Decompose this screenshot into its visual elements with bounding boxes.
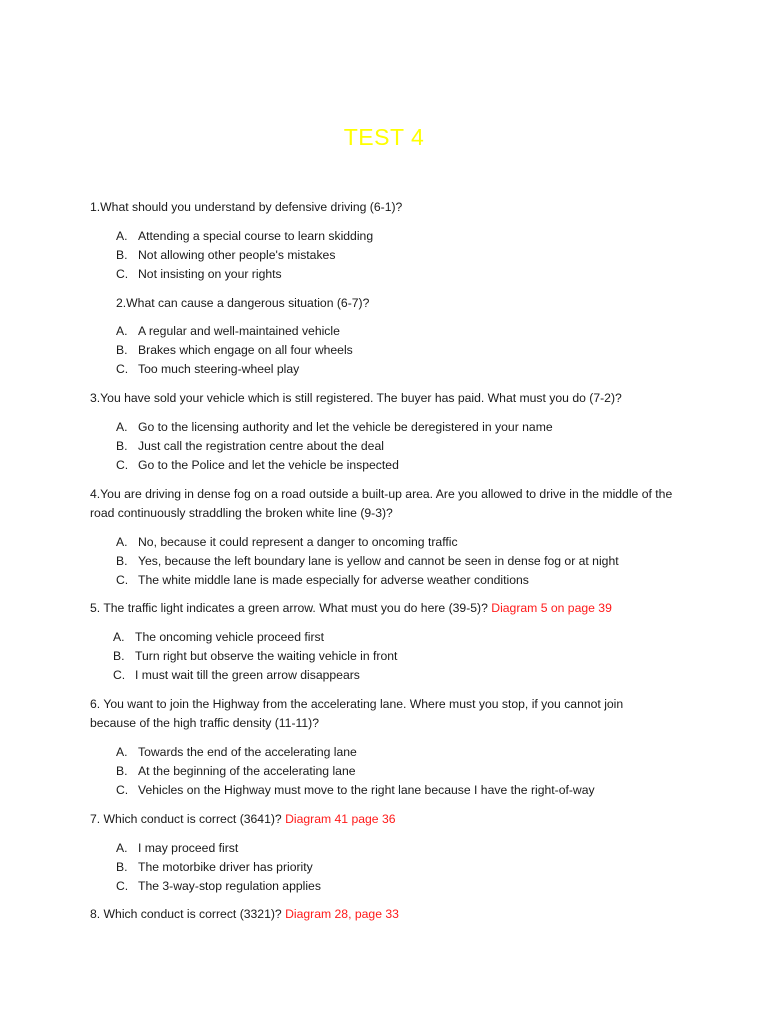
option-a: A. Go to the licensing authority and let the vehicle be deregistered in your name bbox=[116, 420, 553, 434]
option-b: B. Just call the registration centre about the deal bbox=[116, 439, 384, 453]
option-c: C. Not insisting on your rights bbox=[116, 267, 282, 281]
option-a: A. No, because it could represent a danger to oncoming traffic bbox=[116, 535, 458, 549]
option-c: C. Vehicles on the Highway must move to the right lane because I have the right-of-way bbox=[116, 783, 595, 797]
options-list-6 bbox=[116, 743, 696, 800]
option-c: C. The white middle lane is made especially for adverse weather conditions bbox=[116, 573, 529, 587]
option-a: A. Towards the end of the accelerating lane bbox=[116, 745, 357, 759]
option-b: B. Not allowing other people's mistakes bbox=[116, 248, 336, 262]
option-c: C. The 3-way-stop regulation applies bbox=[116, 879, 321, 893]
option-b: B. The motorbike driver has priority bbox=[116, 860, 313, 874]
diagram-reference: Diagram 28, page 33 bbox=[285, 907, 399, 921]
question-text: 5. The traffic light indicates a green arrow. What must you do here (39-5)? bbox=[90, 601, 492, 615]
question-text: 4.You are driving in dense fog on a road outside a built-up area. Are you allowed to drive in the middle of the road continuously straddling the broken white line (9-3)? bbox=[90, 487, 673, 520]
option-c: C. Go to the Police and let the vehicle be inspected bbox=[116, 458, 399, 472]
option-c: C. I must wait till the green arrow disappears bbox=[113, 668, 360, 682]
question-text: 2.What can cause a dangerous situation (6-7)? bbox=[116, 296, 370, 310]
option-a: A. I may proceed first bbox=[116, 841, 239, 855]
question-text: 3.You have sold your vehicle which is still registered. The buyer has paid. What must you do (7-2)? bbox=[90, 391, 622, 405]
option-b: B. Yes, because the left boundary lane is yellow and cannot be seen in dense fog or at night bbox=[116, 554, 619, 568]
option-a: A. A regular and well-maintained vehicle bbox=[116, 324, 340, 338]
question-4 bbox=[90, 485, 682, 523]
diagram-reference: Diagram 5 on page 39 bbox=[491, 601, 612, 615]
options-list-7 bbox=[116, 839, 696, 896]
question-text: 8. Which conduct is correct (3321)? bbox=[90, 907, 286, 921]
question-2 bbox=[116, 294, 716, 313]
question-text: 7. Which conduct is correct (3641)? bbox=[90, 812, 286, 826]
question-text: 6. You want to join the Highway from the accelerating lane. Where must you stop, if you cannot join because of the high traffic density (11-11)? bbox=[90, 697, 624, 730]
option-a: A. Attending a special course to learn skidding bbox=[116, 229, 374, 243]
question-text: 1.What should you understand by defensive driving (6-1)? bbox=[90, 200, 403, 214]
options-list-2 bbox=[116, 322, 696, 379]
question-8 bbox=[90, 905, 690, 924]
options-list-3 bbox=[116, 418, 696, 475]
option-c: C. Too much steering-wheel play bbox=[116, 362, 300, 376]
option-a: A. The oncoming vehicle proceed first bbox=[113, 630, 325, 644]
option-b: B. Brakes which engage on all four wheels bbox=[116, 343, 353, 357]
options-list-1 bbox=[116, 227, 696, 284]
option-b: B. At the beginning of the accelerating lane bbox=[116, 764, 356, 778]
page-title: TEST 4 bbox=[343, 124, 425, 150]
question-5 bbox=[90, 599, 710, 618]
question-3 bbox=[90, 389, 690, 408]
question-7 bbox=[90, 810, 690, 829]
options-list-4 bbox=[116, 533, 696, 590]
options-list-5 bbox=[113, 628, 693, 685]
question-1 bbox=[90, 198, 690, 217]
diagram-reference: Diagram 41 page 36 bbox=[285, 812, 396, 826]
option-b: B. Turn right but observe the waiting vehicle in front bbox=[113, 649, 398, 663]
question-6 bbox=[90, 695, 670, 733]
